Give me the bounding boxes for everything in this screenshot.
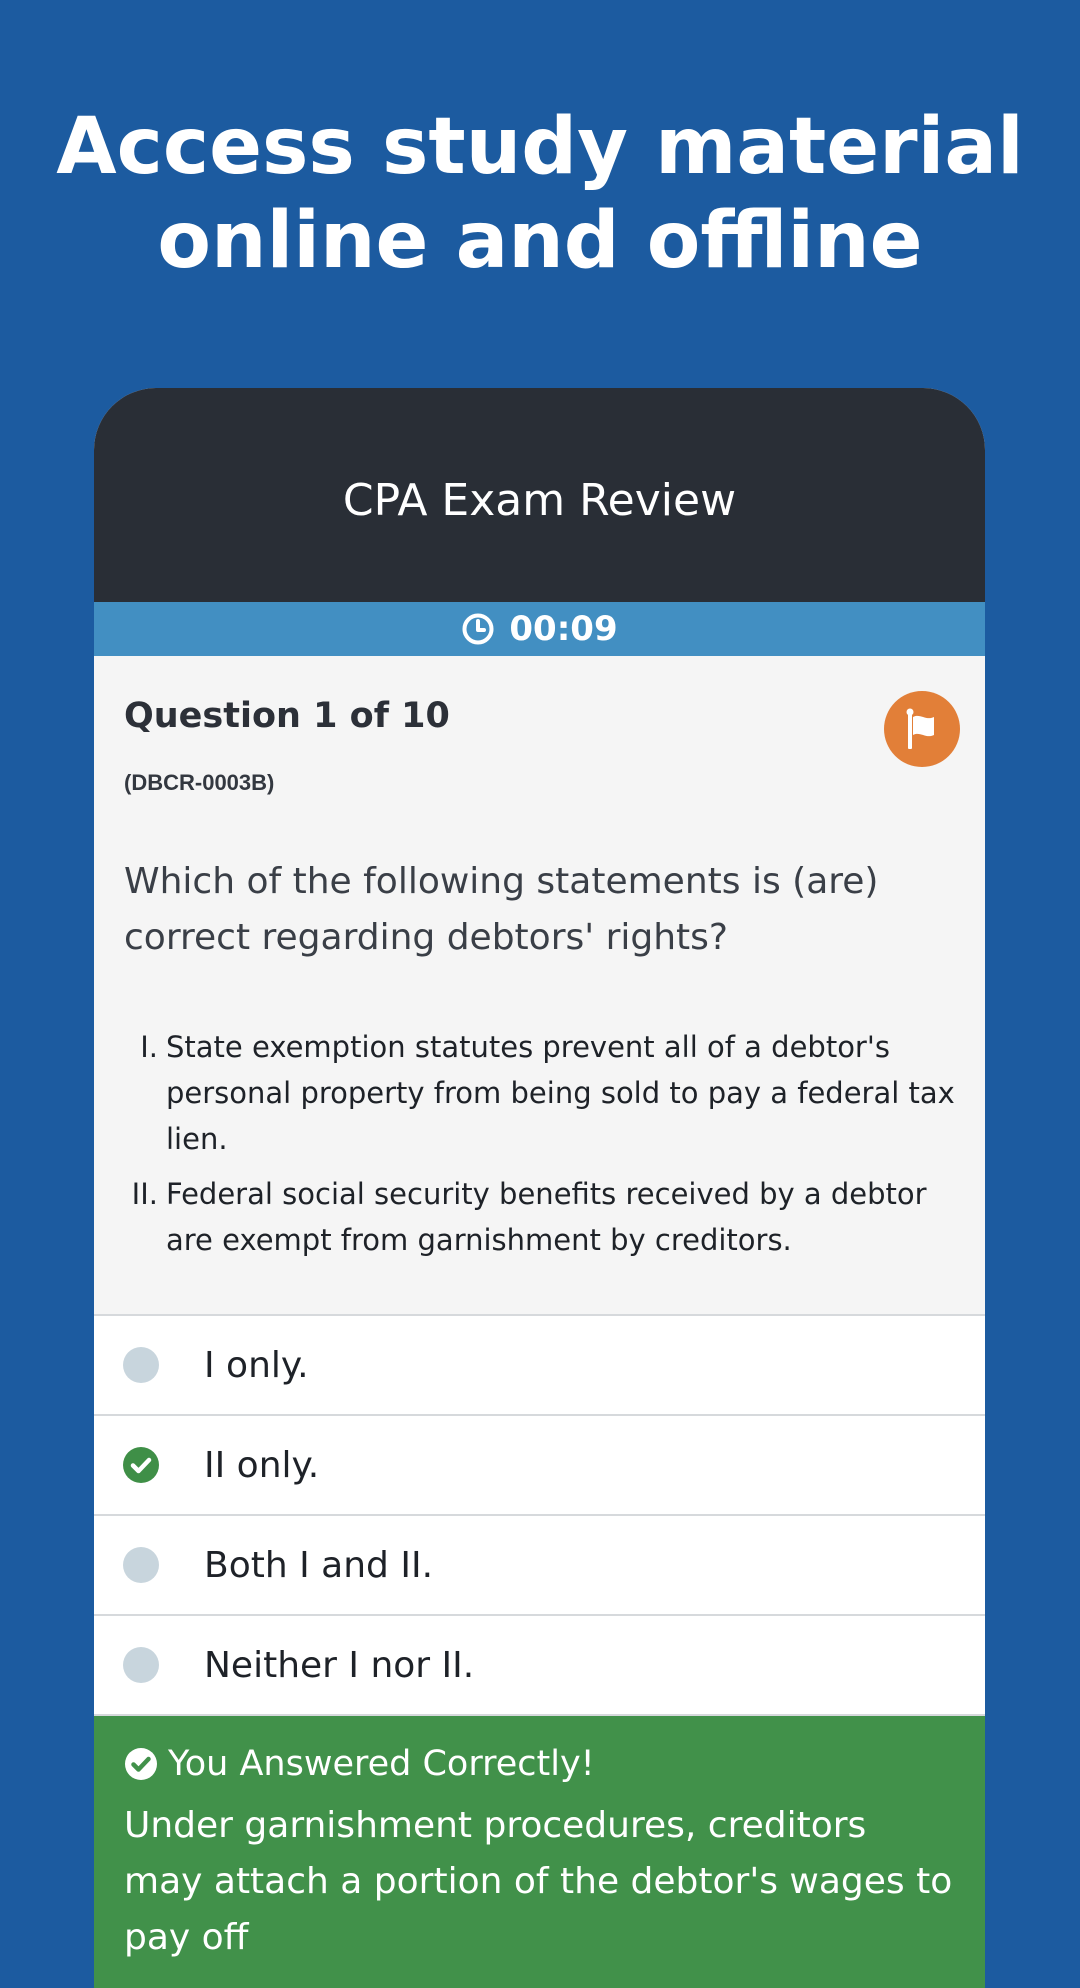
answer-label: Neither I nor II. <box>204 1644 475 1686</box>
headline <box>0 100 1080 288</box>
answer-option-4[interactable] <box>94 1616 985 1716</box>
answer-label: Both I and II. <box>204 1544 434 1586</box>
feedback-title <box>124 1744 955 1784</box>
app-title: CPA Exam Review <box>342 474 737 526</box>
check-circle-icon <box>124 1747 158 1781</box>
feedback-explanation: Under garnishment procedures, creditors may attach a portion of the debtor's wages to pay off <box>124 1805 953 1958</box>
headline-line-2: online and offline <box>157 196 923 286</box>
checkmark-icon <box>123 1447 159 1483</box>
answer-option-3[interactable] <box>94 1516 985 1616</box>
check-circle-icon[interactable] <box>123 1447 159 1483</box>
question-code: (DBCR-0003B) <box>124 770 275 795</box>
statement-item <box>124 1024 955 1162</box>
question-text: Which of the following statements is (are) correct regarding debtors' rights? <box>124 861 879 958</box>
radio-unselected-icon[interactable] <box>123 1547 159 1583</box>
statement-number: I. <box>140 1030 158 1064</box>
app-screen <box>94 388 985 1988</box>
timer-value: 00:09 <box>509 609 618 649</box>
question-number: Question 1 of 10 <box>124 696 450 736</box>
answer-option-2[interactable] <box>94 1416 985 1516</box>
flag-button[interactable] <box>884 691 960 767</box>
statement-item <box>124 1171 955 1263</box>
answer-label: I only. <box>204 1344 309 1386</box>
timer-bar <box>94 602 985 656</box>
radio-unselected-icon[interactable] <box>123 1647 159 1683</box>
feedback-panel <box>94 1716 985 1988</box>
statement-text: State exemption statutes prevent all of a debtor's personal property from being sold to pay a federal tax lien. <box>166 1030 955 1156</box>
headline-line-1: Access study material <box>56 102 1024 192</box>
flag-icon <box>898 705 946 753</box>
feedback-title-text: You Answered Correctly! <box>168 1744 595 1784</box>
statement-number: II. <box>131 1177 158 1211</box>
answer-label: II only. <box>204 1444 320 1486</box>
clock-icon <box>461 612 495 646</box>
app-header <box>94 388 985 602</box>
answer-option-1[interactable] <box>94 1316 985 1416</box>
radio-unselected-icon[interactable] <box>123 1347 159 1383</box>
question-panel <box>94 656 985 1316</box>
statement-list <box>124 1024 955 1263</box>
statement-text: Federal social security benefits received by a debtor are exempt from garnishment by creditors. <box>166 1177 927 1257</box>
